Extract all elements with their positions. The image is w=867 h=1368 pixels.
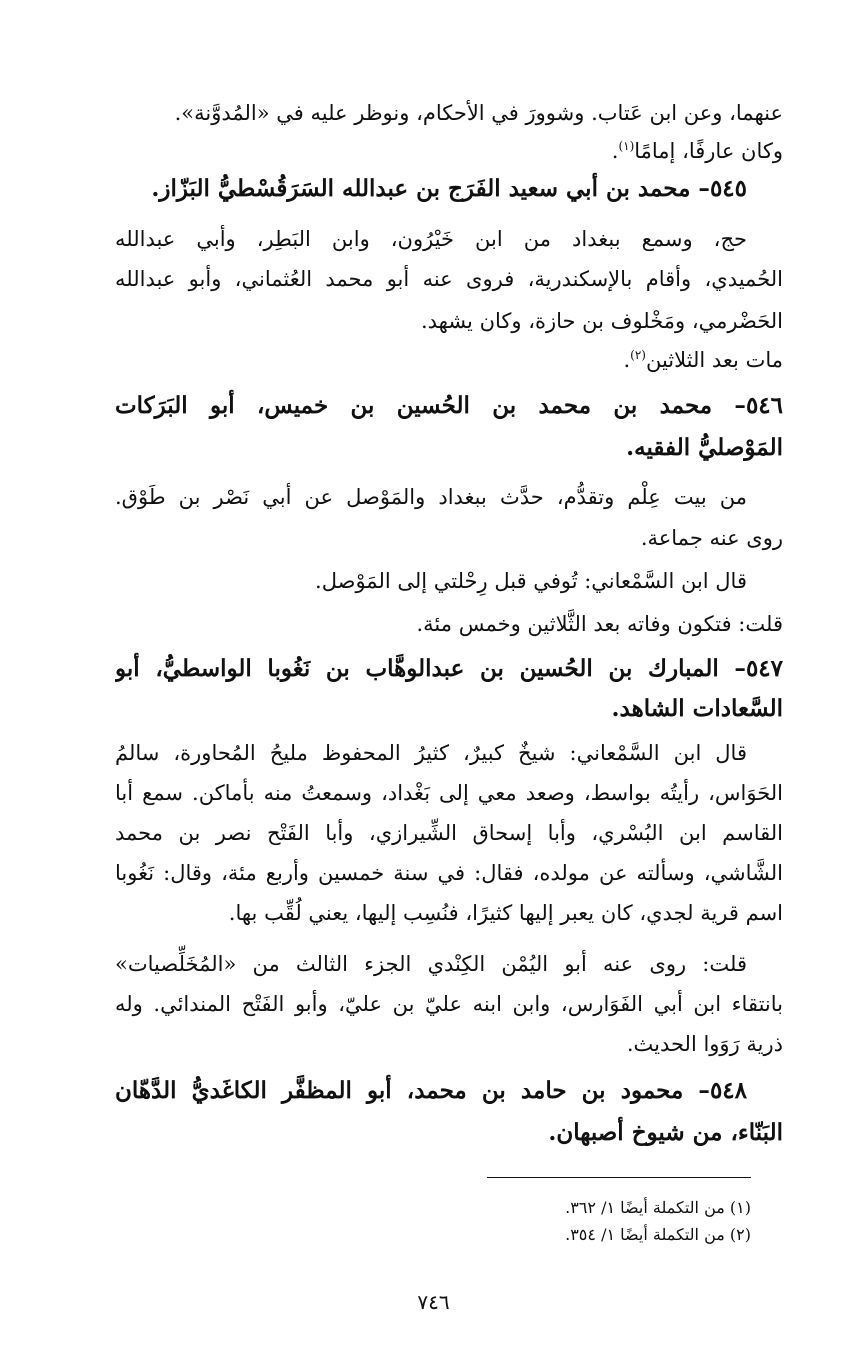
text-line: قلت: روى عنه أبو اليُمْن الكِنْدي الجزء الثالث من «المُخَلِّصيات» [115, 952, 747, 976]
footnote-ref: (١) [618, 139, 635, 153]
page-number: ٧٤٦ [417, 1290, 450, 1314]
text-line: عنهما، وعن ابن عَتاب. وشوورَ في الأحكام، ونوظر عليه في «المُدوَّنة». [174, 101, 783, 125]
entry-heading: ٥٤٥– محمد بن أبي سعيد الفَرَج بن عبدالله السَرَقُسْطيُّ البَزّاز. [151, 175, 747, 202]
text-line: الحُميدي، وأقام بالإسكندرية، فروى عنه أبو محمد العُثماني، وأبو عبدالله [115, 267, 783, 291]
punctuation: . [623, 348, 631, 372]
entry-heading: المَوْصليُّ الفقيه. [626, 434, 783, 461]
text-line: اسم قرية لجدي، كان يعبر إليها كثيرًا، فنُسِب إليها، يعني لُقِّب بها. [228, 901, 783, 925]
text-line: ذرية رَوَوا الحديث. [626, 1032, 783, 1056]
text-line: الشَّاشي، وسألته عن مولده، فقال: في سنة خمسين وأربع مئة، وقال: نَغُوبا [115, 861, 783, 885]
text-line: القاسم ابن البُسْري، وأبا إسحاق الشِّيرازي، وأبا الفَتْح نصر بن محمد [115, 821, 783, 845]
punctuation: . [611, 139, 619, 163]
entry-heading: ٥٤٦– محمد بن محمد بن الحُسين بن خميس، أبو البَرَكات [115, 392, 783, 419]
text-line: من بيت عِلْم وتقدُّم، حدَّث ببغداد والمَوْصل عن أبي نَصْر بن طَوْق. [115, 485, 747, 509]
text-fragment: مات بعد الثلاثين [645, 348, 783, 372]
text-line: الحَضْرمي، ومَخْلوف بن حازة، وكان يشهد. [420, 309, 783, 333]
text-line [115, 131, 783, 171]
footnote: (١) من التكملة أيضًا ١/ ٣٦٢. [565, 1198, 751, 1217]
footnote: (٢) من التكملة أيضًا ١/ ٣٥٤. [565, 1225, 751, 1244]
entry-heading: السَّعادات الشاهد. [611, 695, 783, 722]
text-line: الحَوَاس، رأيتُه بواسط، وصعد معي إلى بَغْداد، وسمعتُ منه بأماكن. سمع أبا [115, 781, 783, 805]
footnote-ref: (٢) [630, 348, 646, 362]
text-line: قال ابن السَّمْعاني: تُوفي قبل رِحْلتي إلى المَوْصل. [315, 569, 747, 593]
footnote-divider [487, 1177, 751, 1178]
text-line: حج، وسمع ببغداد من ابن خَيْرُون، وابن البَطِر، وأبي عبدالله [115, 227, 747, 251]
text-line: قال ابن السَّمْعاني: شيخٌ كبيرٌ، كثيرُ المحفوظ مليحُ المُحاورة، سالمُ [115, 741, 747, 765]
text-line: قلت: فتكون وفاته بعد الثَّلاثين وخمس مئة. [416, 612, 783, 636]
text-line [115, 340, 783, 380]
text-line: بانتقاء ابن أبي الفَوَارس، وابن ابنه عليّ بن عليّ، وأبو الفَتْح المندائي. وله [115, 992, 783, 1016]
entry-heading: ٥٤٧– المبارك بن الحُسين بن عبدالوهَّاب بن نَغُوبا الواسطيُّ، أبو [115, 655, 783, 682]
entry-heading: ٥٤٨– محمود بن حامد بن محمد، أبو المظفَّر الكاغَديُّ الدَّهّان [115, 1077, 747, 1104]
entry-heading: البَنّاء، من شيوخ أصبهان. [548, 1119, 783, 1146]
text-fragment: وكان عارفًا، إمامًا [634, 139, 783, 163]
text-line: روى عنه جماعة. [640, 526, 783, 550]
